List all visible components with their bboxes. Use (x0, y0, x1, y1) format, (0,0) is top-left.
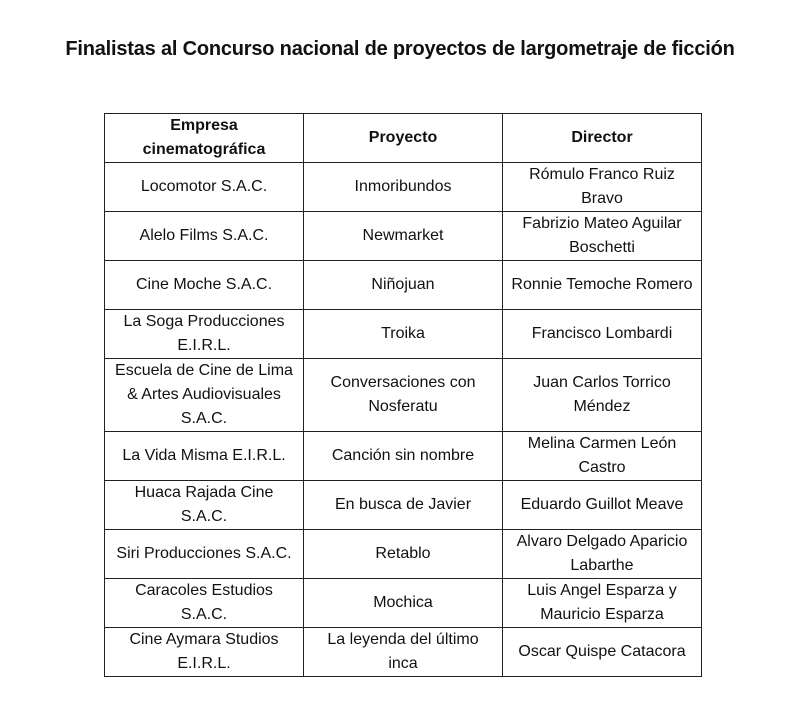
page-title: Finalistas al Concurso nacional de proyectos de largometraje de ficción (65, 38, 735, 60)
cell-proyecto: Newmarket (304, 212, 503, 261)
cell-director: Melina Carmen León Castro (503, 432, 702, 481)
table-row (105, 261, 702, 310)
cell-empresa: Huaca Rajada Cine S.A.C. (105, 481, 304, 530)
cell-director: Rómulo Franco Ruiz Bravo (503, 163, 702, 212)
cell-proyecto: La leyenda del último inca (304, 628, 503, 677)
table-row (105, 628, 702, 677)
cell-empresa: Siri Producciones S.A.C. (105, 530, 304, 579)
cell-director: Luis Angel Esparza y Mauricio Esparza (503, 579, 702, 628)
cell-director: Alvaro Delgado Aparicio Labarthe (503, 530, 702, 579)
header-empresa: Empresa cinematográfica (105, 114, 304, 163)
cell-empresa: Cine Moche S.A.C. (105, 261, 304, 310)
cell-director: Juan Carlos Torrico Méndez (503, 359, 702, 432)
cell-proyecto: Mochica (304, 579, 503, 628)
cell-director: Fabrizio Mateo Aguilar Boschetti (503, 212, 702, 261)
table-row (105, 579, 702, 628)
cell-empresa: La Vida Misma E.I.R.L. (105, 432, 304, 481)
cell-director: Eduardo Guillot Meave (503, 481, 702, 530)
table-row (105, 212, 702, 261)
table-row (105, 432, 702, 481)
table-row (105, 359, 702, 432)
cell-proyecto: Niñojuan (304, 261, 503, 310)
cell-director: Ronnie Temoche Romero (503, 261, 702, 310)
cell-empresa: Caracoles Estudios S.A.C. (105, 579, 304, 628)
cell-proyecto: Conversaciones con Nosferatu (304, 359, 503, 432)
cell-empresa: Alelo Films S.A.C. (105, 212, 304, 261)
cell-empresa: Cine Aymara Studios E.I.R.L. (105, 628, 304, 677)
table-row (105, 530, 702, 579)
cell-empresa: Escuela de Cine de Lima & Artes Audiovisuales S.A.C. (105, 359, 304, 432)
header-proyecto: Proyecto (304, 114, 503, 163)
cell-director: Francisco Lombardi (503, 310, 702, 359)
table-row (105, 310, 702, 359)
cell-proyecto: Inmoribundos (304, 163, 503, 212)
table-row (105, 163, 702, 212)
finalists-table (104, 113, 702, 677)
cell-proyecto: Retablo (304, 530, 503, 579)
cell-director: Oscar Quispe Catacora (503, 628, 702, 677)
header-director: Director (503, 114, 702, 163)
cell-empresa: Locomotor S.A.C. (105, 163, 304, 212)
table-row (105, 481, 702, 530)
cell-proyecto: En busca de Javier (304, 481, 503, 530)
cell-proyecto: Canción sin nombre (304, 432, 503, 481)
cell-empresa: La Soga Producciones E.I.R.L. (105, 310, 304, 359)
cell-proyecto: Troika (304, 310, 503, 359)
header-row (105, 114, 702, 163)
